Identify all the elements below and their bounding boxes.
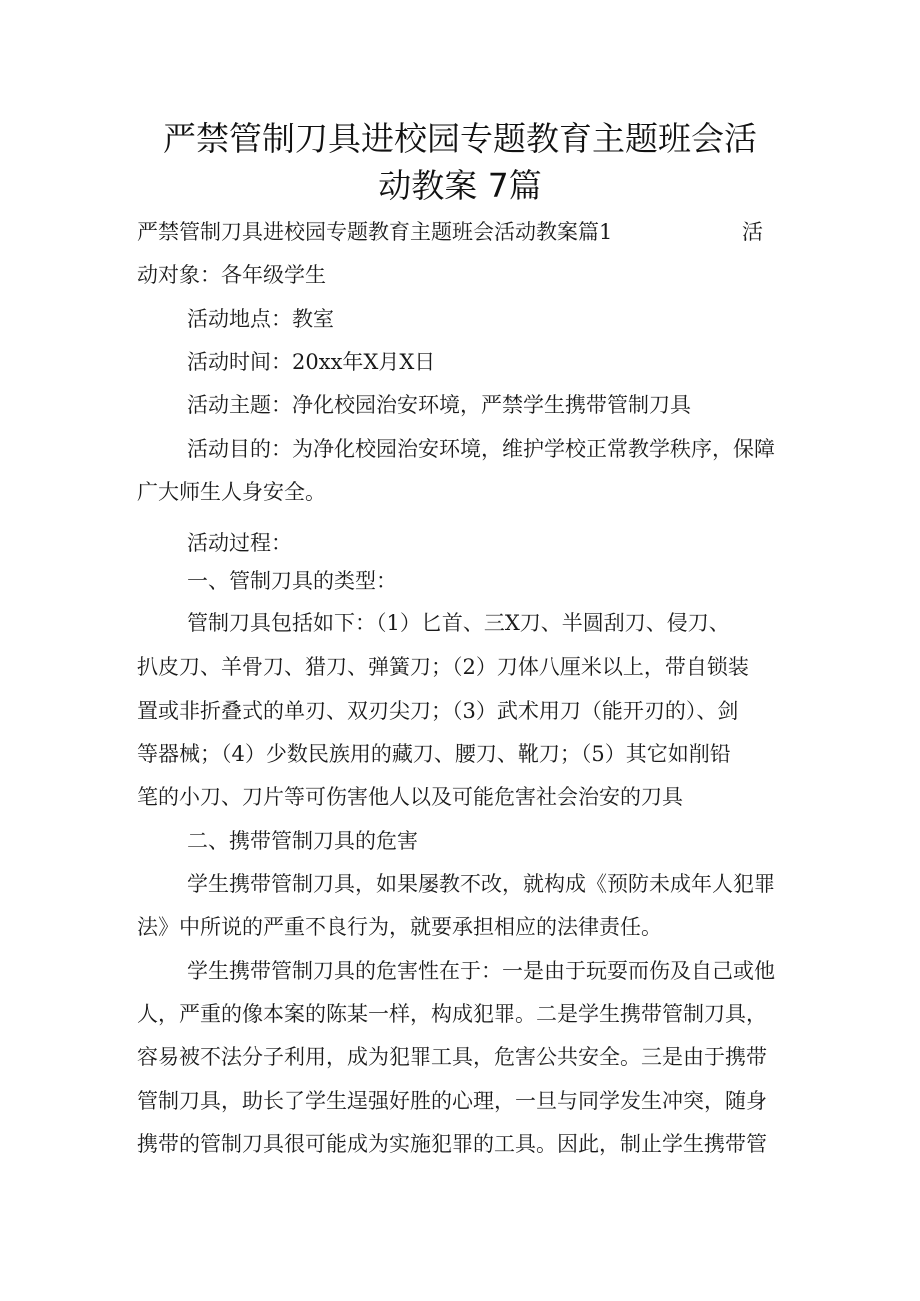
document-title-line-2: 动教案 7篇	[378, 166, 542, 205]
text-line: 活动过程：	[187, 531, 292, 555]
text-line: 容易被不法分子利用，成为犯罪工具，危害公共安全。三是由于携带	[137, 1045, 767, 1069]
text-line: 活动地点：教室	[187, 307, 334, 331]
text-line: 扒皮刀、羊骨刀、猎刀、弹簧刀；（2）刀体八厘米以上，带自锁装	[137, 655, 749, 679]
text-line: 管制刀具包括如下：（1）匕首、三X刀、半圆刮刀、侵刀、	[187, 611, 730, 635]
text-line: 活	[742, 220, 763, 244]
text-line: 法》中所说的严重不良行为，就要承担相应的法律责任。	[137, 915, 662, 939]
section-heading: 严禁管制刀具进校园专题教育主题班会活动教案篇1	[137, 220, 613, 244]
text-line: 等器械；（4）少数民族用的藏刀、腰刀、靴刀；（5）其它如削铅	[137, 742, 731, 766]
text-line: 学生携带管制刀具，如果屡教不改，就构成《预防未成年人犯罪	[187, 872, 775, 896]
text-line: 携带的管制刀具很可能成为实施犯罪的工具。因此，制止学生携带管	[137, 1132, 767, 1156]
text-line: 笔的小刀、刀片等可伤害他人以及可能危害社会治安的刀具	[137, 785, 683, 809]
text-line: 活动目的：为净化校园治安环境，维护学校正常教学秩序，保障	[187, 437, 775, 461]
document-title-line-1: 严禁管制刀具进校园专题教育主题班会活	[163, 119, 757, 158]
text-line: 活动主题：净化校园治安环境，严禁学生携带管制刀具	[187, 393, 691, 417]
text-line: 活动时间：20xx年X月X日	[187, 350, 436, 374]
text-line: 一、管制刀具的类型：	[187, 569, 397, 593]
text-line: 人，严重的像本案的陈某一样，构成犯罪。二是学生携带管制刀具，	[137, 1002, 767, 1026]
text-line: 置或非折叠式的单刃、双刃尖刀；（3）武术用刀（能开刃的）、剑	[137, 699, 739, 723]
text-line: 学生携带管制刀具的危害性在于：一是由于玩耍而伤及自己或他	[187, 959, 775, 983]
text-line: 广大师生人身安全。	[137, 480, 326, 504]
text-line: 管制刀具，助长了学生逞强好胜的心理，一旦与同学发生冲突，随身	[137, 1089, 767, 1113]
text-line: 二、携带管制刀具的危害	[187, 829, 418, 853]
text-line: 动对象：各年级学生	[137, 263, 326, 287]
